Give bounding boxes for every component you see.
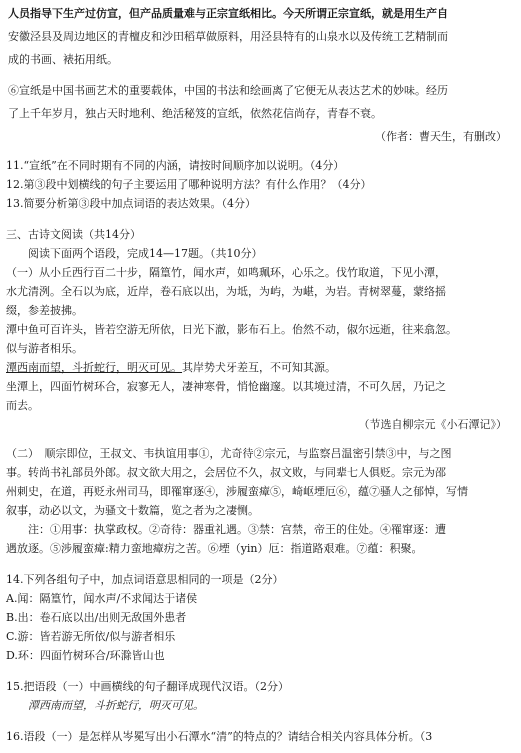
- option-b: B.出：卷石底以出/出则无敌国外患者: [6, 611, 187, 624]
- passage2-line: 事。转尚书礼部员外郎。叔文欲大用之，会居位不久，叔文败，与同辈七人俱贬。宗元为邵: [6, 466, 446, 479]
- passage1-underlined-line: [6, 358, 515, 377]
- passage1-line: 潭中鱼可百许头，皆若空游无所依，日光下澈，影布石上。佁然不动，俶尔远逝，往来翕忽。: [6, 323, 457, 336]
- author-note: （作者：曹天生，有删改）: [375, 130, 507, 143]
- paragraph-line: ⑥宣纸是中国书画艺术的重要载体，中国的书法和绘画离了它便无从表达艺术的妙味。经历: [8, 84, 448, 97]
- passage2-line: 叙事，动必以文，为骚文十数篇，览之者为之凄恻。: [6, 504, 259, 517]
- question-14: 14.下列各组句子中，加点词语意思相同的一项是（2分）: [6, 573, 284, 586]
- exam-page: [0, 2, 521, 753]
- paragraph-line: 了上千年岁月，独占天时地利、绝活秘笈的宣纸，依然花信尚存，青春不衰。: [8, 107, 382, 120]
- sentence-rest: 其岸势犬牙差互，不可知其源。: [182, 361, 336, 374]
- option-d: D.环：四面竹树环合/环滁皆山也: [6, 649, 165, 662]
- option-a: A.闻：隔篁竹，闻水声/不求闻达于诸侯: [6, 592, 198, 605]
- notes-line: 注：①用事：执掌政权。②奇待：器重礼遇。③禁：宫禁，帝王的住处。④罹窜逐：遭: [28, 523, 446, 536]
- passage1-line: 水尤清洌。全石以为底，近岸，卷石底以出，为坻，为屿，为嵁，为岩。青树翠蔓，蒙络摇: [6, 285, 446, 298]
- question-15-quote: 潭西南而望，斗折蛇行，明灭可见。: [28, 699, 204, 712]
- passage1-line: 缀，参差披拂。: [6, 304, 83, 317]
- passage1-line: 似与游者相乐。: [6, 342, 83, 355]
- underlined-sentence: 潭西南而望，斗折蛇行，明灭可见。: [6, 361, 182, 374]
- option-c: C.游：皆若游无所依/似与游者相乐: [6, 630, 176, 643]
- paragraph-line: 人员指导下生产过仿宣，但产品质量难与正宗宣纸相比。今天所谓正宗宣纸，就是用生产自: [8, 7, 448, 20]
- passage1-line: 坐潭上，四面竹树环合，寂寥无人，凄神寒骨，悄怆幽邃。以其境过清，不可久居，乃记之: [6, 380, 446, 393]
- source-note: （节选自柳宗元《小石潭记》）: [358, 418, 507, 431]
- passage2-line: （二） 顺宗即位，王叔文、韦执谊用事①，尤奇待②宗元，与监察吕温密引禁③中，与之图: [6, 447, 452, 460]
- question-12: 12.第③段中划横线的句子主要运用了哪种说明方法？有什么作用？（4分）: [6, 178, 372, 191]
- notes-line: 遇放逐。⑤涉履蛮瘴:精力蛮地瘴疠之苦。⑥堙（yin）厄：指道路艰难。⑦蕴：积聚。: [6, 542, 423, 555]
- paragraph-line: 成的书画、裱拓用纸。: [8, 53, 118, 66]
- question-11: 11.“宣纸”在不同时期有不同的内涵，请按时间顺序加以说明。（4分）: [6, 159, 345, 172]
- passage1-line: 而去。: [6, 399, 39, 412]
- question-13: 13.简要分析第③段中加点词语的表达效果。（4分）: [6, 197, 256, 210]
- passage1-line: （一）从小丘西行百二十步，隔篁竹，闻水声，如鸣珮环，心乐之。伐竹取道，下见小潭，: [6, 266, 446, 279]
- section-intro: 阅读下面两个语段，完成14—17题。（共10分）: [28, 247, 263, 260]
- passage2-line: 州刺史，在道，再贬永州司马，即罹窜逐④，涉履蛮瘴⑤，崎岖堙厄⑥，蕴⑦骚人之郁悼，写情: [6, 485, 468, 498]
- question-15: 15.把语段（一）中画横线的句子翻译成现代汉语。（2分）: [6, 680, 289, 693]
- question-16: 16.语段（一）是怎样从岑冕写出小石潭水“清”的特点的？请结合相关内容具体分析。（3: [6, 730, 433, 743]
- paragraph-line: 安徽泾县及周边地区的青檀皮和沙田稻草做原料，用泾县特有的山泉水以及传统工艺精制而: [8, 30, 448, 43]
- section-title: 三、古诗文阅读（共14分）: [6, 228, 141, 241]
